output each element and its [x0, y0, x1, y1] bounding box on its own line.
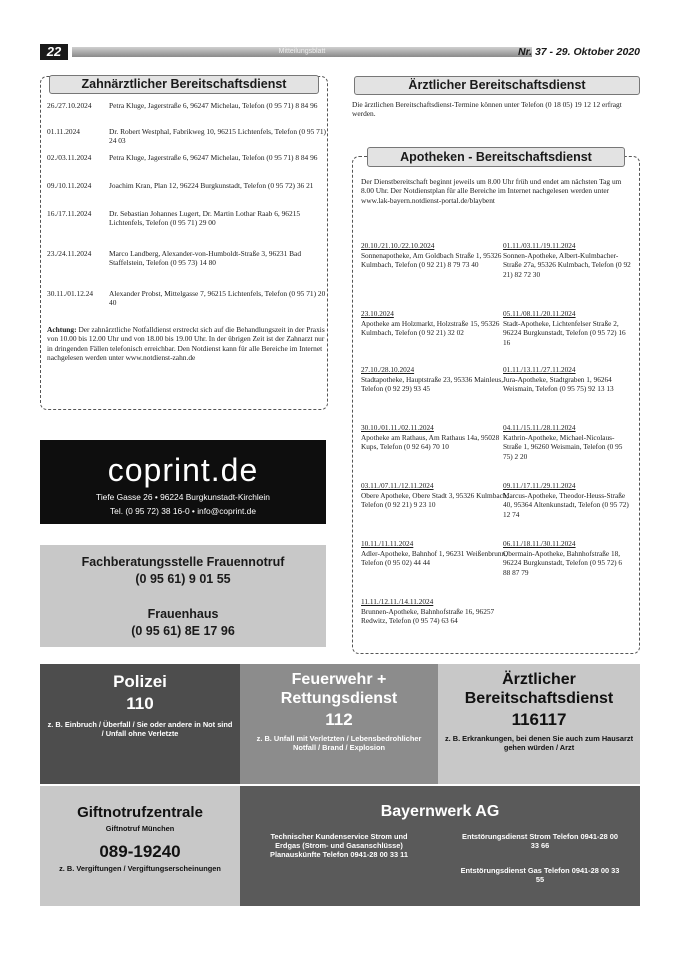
- coprint-ad: [40, 440, 326, 524]
- poison-control-line: Giftnotruf München: [105, 824, 175, 833]
- police-title: Polizei: [113, 672, 167, 691]
- police-number: 110: [126, 694, 154, 713]
- pharmacy-entry: 05.11./08.11./20.11.2024 Stadt-Apotheke, Lichtenfelser Straße 2, 96224 Burgkunstadt, Telefon (0 95 72) 16 16: [503, 309, 626, 347]
- bayernwerk-gas-fault: Entstörungsdienst Gas Telefon 0941-28 00 33 55: [460, 866, 620, 885]
- page-header: [40, 44, 640, 62]
- bayernwerk-service: Technischer Kundenservice Strom und Erdgas (Strom- und Gasanschlüsse) Planauskünfte Telefon 0941-28 00 33 11: [270, 832, 408, 860]
- fire-rescue-box: [240, 664, 438, 784]
- masthead-bar: [72, 47, 532, 57]
- pharmacy-entry: 20.10./21.10./22.10.2024 Sonnenapotheke, Am Goldbach Straße 1, 95326 Kulmbach, Telefon (0 92 21) 8 79 73 40: [361, 241, 502, 270]
- pharmacy-intro: Der Dienstbereitschaft beginnt jeweils um 8.00 Uhr früh und endet am nächsten Tag um 8.00 Uhr. Der Notdienstplan für alle Bereiche im Internet nachgelesen werden unter www.lak-bayern.notdienst-portal.de/blaybent: [361, 177, 622, 205]
- bayernwerk-box: [240, 786, 640, 906]
- medical-duty-title: Ärztlicher Bereitschaftsdienst: [354, 76, 640, 95]
- pharmacy-entry: 04.11./15.11./28.11.2024 Kathrin-Apotheke, Michael-Nicolaus-Straße 1, 96260 Weismain, Telefon (0 95 75) 2 20: [503, 423, 623, 461]
- pharmacy-entry: 01.11./13.11./27.11.2024 Jura-Apotheke, Stadtgraben 1, 96264 Weismain, Telefon (0 95 75) 92 13 13: [503, 365, 614, 394]
- fire-rescue-title: Feuerwehr + Rettungsdienst: [280, 671, 398, 707]
- pharmacy-duty-box: [352, 150, 640, 654]
- womens-shelter-number: (0 95 61) 8E 17 96: [131, 624, 235, 638]
- women-hotline-box: [40, 545, 326, 647]
- poison-control-title: Giftnotrufzentrale: [77, 804, 203, 821]
- pharmacy-entry: 09.11./17.11./29.11.2024 Marcus-Apotheke, Theodor-Heuss-Straße 40, 95364 Altenkunstadt, Telefon (0 95 72) 12 74: [503, 481, 629, 519]
- bayernwerk-power-fault: Entstörungsdienst Strom Telefon 0941-28 00 33 66: [462, 832, 618, 851]
- page-number: 22: [40, 44, 68, 60]
- pharmacy-entry: 30.10./01.11./02.11.2024 Apotheke am Rathaus, Am Rathaus 14a, 95028 Kups, Telefon (0 92 64) 70 10: [361, 423, 500, 452]
- pharmacy-entry: 23.10.2024 Apotheke am Holzmarkt, Holzstraße 15, 95326 Kulmbach, Telefon (0 92 21) 32 02: [361, 309, 500, 338]
- police-hint: z. B. Einbruch / Überfall / Sie oder andere in Not sind / Unfall ohne Verletzte: [47, 720, 233, 739]
- pharmacy-entry: 03.11./07.11./12.11.2024 Obere Apotheke, Obere Stadt 3, 95326 Kulmbach, Telefon (0 92 21) 9 23 10: [361, 481, 509, 510]
- pharmacy-entry: 06.11./18.11./30.11.2024 Obermain-Apotheke, Bahnhofstraße 18, 96224 Burgkunstadt, Telefon (0 95 72) 6 88 87 79: [503, 539, 622, 577]
- pharmacy-entry: 27.10./28.10.2024 Stadtapotheke, Hauptstraße 23, 95336 Mainleus, Telefon (0 92 29) 93 45: [361, 365, 504, 394]
- bayernwerk-title: Bayernwerk AG: [380, 803, 500, 820]
- coprint-address: Tiefe Gasse 26 • 96224 Burgkunstadt-Kirchlein: [96, 492, 270, 502]
- fire-rescue-hint: z. B. Unfall mit Verletzten / Lebensbedrohlicher Notfall / Brand / Explosion: [256, 734, 422, 753]
- medical-hotline-hint: z. B. Erkrankungen, bei denen Sie auch zum Hausarzt gehen würden / Arzt: [444, 734, 634, 753]
- dental-note: Achtung: Der zahnärztliche Notfalldienst erstreckt sich auf die Behandlungszeit in der Praxis von 10.00 bis 12.00 Uhr und von 18.00 bis 19.00 Uhr. In der übrigen Zeit ist der Zahnarzt nur in dringenden Fällen telefonisch erreichbar. Den Notdienst kann für alle Bereiche im Internet nachgelesen werden unter www.notdienst-zahn.de: [47, 325, 325, 363]
- medical-duty-text: Die ärztlichen Bereitschaftsdienst-Termine können unter Telefon (0 18 05) 19 12 12 erfragt werden.: [352, 100, 622, 119]
- issue-label: Nr. 37 - 29. Oktober 2020: [518, 46, 640, 58]
- poison-control-box: [40, 786, 240, 906]
- medical-duty-box: [352, 76, 640, 136]
- pharmacy-entry: 11.11./12.11./14.11.2024 Brunnen-Apotheke, Bahnhofstraße 16, 96257 Redwitz, Telefon (0 95 74) 63 64: [361, 597, 495, 626]
- police-box: [40, 664, 240, 784]
- women-hotline-number: (0 95 61) 9 01 55: [135, 572, 231, 586]
- women-hotline-label: Fachberatungsstelle Frauennotruf: [81, 555, 285, 569]
- dental-duty-box: Zahnärztlicher Bereitschaftsdienst 26./27.10.2024 Petra Kluge, Jagerstraße 6, 96247 Michelau, Telefon (0 95 71) 8 84 96 01.11.2024 Dr. Robert Westphal, Fabrikweg 10, 96215 Lichtenfels, Telefon (0 95 71) 24 03 02./03.11.2024 Petra Kluge, Jagerstraße 6, 96247 Michelau, Telefon (0 95 71) 8 84 96 09./10.11.2024 Joachim Kran, Plan 12, 96224 Burgkunstadt, Telefon (0 95 72) 36 21 16./17.11.2024 Dr. Sebastian Johannes Lugert, Dr. Martin Lothar Raab 6, 96215 Lichtenfels, Telefon (0 95 71) 29 00 23./24.11.2024 Marco Landberg, Alexander-von-Humboldt-Straße 3, 96231 Bad Staffelstein, Telefon (0 95 73) 14 80 30.11./01.12.24 Alexander Probst, Mittelgasse 7, 96215 Lichtenfels, Telefon (0 95 71) 20 40 Achtung: Der zahnärztliche Notfalldienst erstreckt sich auf die Behandlungszeit in der Praxis von 10.00 bis 12.00 Uhr und von 18.00 bis 19.00 Uhr. In der übrigen Zeit ist der Zahnarzt nur in dringenden Fällen telefonisch erreichbar. Den Notdienst kann für alle Bereiche im Internet nachgelesen werden unter www.notdienst-zahn.de: [40, 76, 328, 410]
- pharmacy-entry: 01.11./03.11./19.11.2024 Sonnen-Apotheke, Albert-Kulmbacher-Straße 27a, 95326 Kulmbach, Telefon (0 92 21) 82 72 30: [503, 241, 631, 279]
- pharmacy-entry: 10.11./11.11.2024 Adler-Apotheke, Bahnhof 1, 96231 Weißenbrunn, Telefon (0 95 02) 44 44: [361, 539, 508, 568]
- coprint-contact: Tel. (0 95 72) 38 16-0 • info@coprint.de: [110, 506, 256, 516]
- dental-duty-title: Zahnärztlicher Bereitschaftsdienst: [49, 75, 319, 94]
- medical-hotline-title: Ärztlicher Bereitschaftsdienst: [464, 671, 614, 707]
- poison-control-hint: z. B. Vergiftungen / Vergiftungserscheinungen: [59, 864, 221, 873]
- womens-shelter-label: Frauenhaus: [147, 607, 219, 621]
- medical-hotline-box: [438, 664, 640, 784]
- coprint-logo: coprint.de: [107, 452, 259, 488]
- medical-hotline-number: 116117: [511, 710, 567, 729]
- pharmacy-duty-title: Apotheken - Bereitschaftsdienst: [367, 147, 625, 167]
- poison-control-number: 089-19240: [99, 842, 181, 861]
- fire-rescue-number: 112: [325, 710, 353, 729]
- masthead: Mitteilungsblatt: [278, 48, 326, 55]
